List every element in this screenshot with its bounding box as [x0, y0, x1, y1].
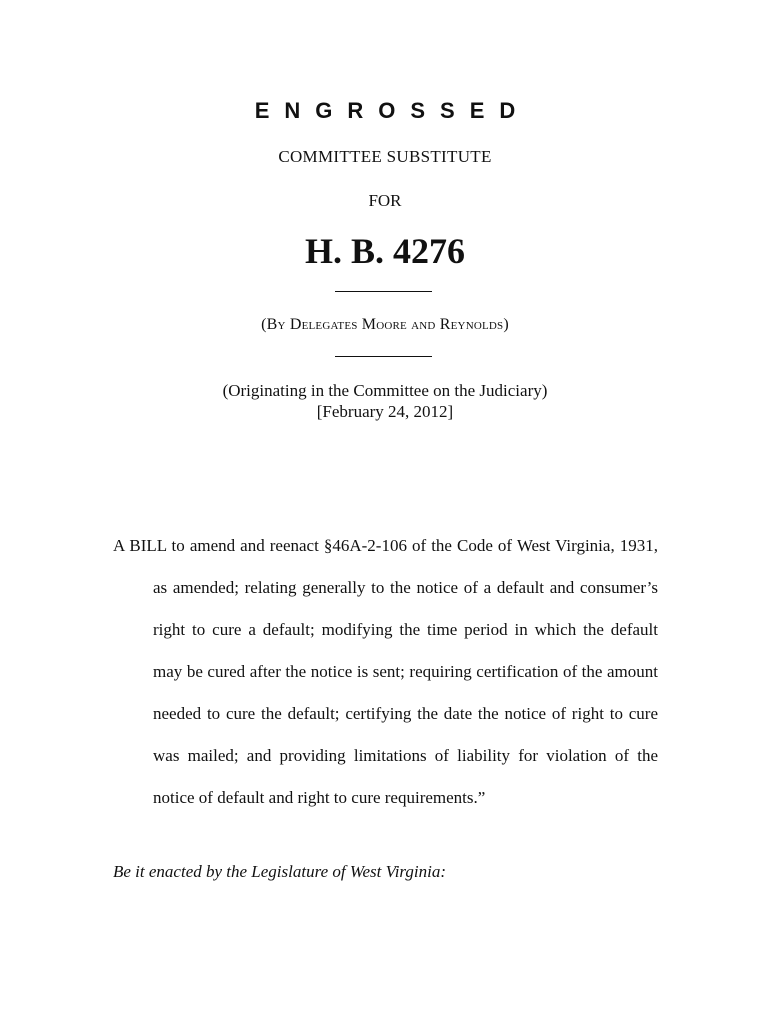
bill-title-paragraph: A BILL to amend and reenact §46A-2-106 of the Code of West Virginia, 1931, as amended; relating generally to the notice of a default and consumer’s right to cure a default; modifying the time period in which the default may be cured after the notice is sent; requiring certification of the amount needed to cure the default; certifying the date the notice of right to cure was mailed; and providing limitations of liability for violation of the notice of default and right to cure requirements.”	[113, 536, 658, 807]
sponsors-open-paren: (	[261, 316, 267, 333]
origin-block	[0, 380, 770, 422]
divider-top	[335, 291, 432, 292]
committee-substitute-label: COMMITTEE SUBSTITUTE	[278, 147, 492, 166]
enacting-clause: Be it enacted by the Legislature of West Virginia:	[113, 862, 447, 881]
origin-committee: (Originating in the Committee on the Judiciary)	[222, 381, 548, 400]
for-label: FOR	[368, 191, 402, 210]
divider-bottom	[335, 356, 432, 357]
sponsors-close-paren: )	[503, 316, 509, 333]
sponsors-line	[0, 316, 770, 334]
engrossed-heading: ENGROSSED	[254, 98, 531, 123]
sponsors-names: By Delegates Moore and Reynolds	[266, 316, 504, 333]
origin-date: [February 24, 2012]	[316, 402, 454, 421]
bill-number: H. B. 4276	[304, 231, 465, 271]
